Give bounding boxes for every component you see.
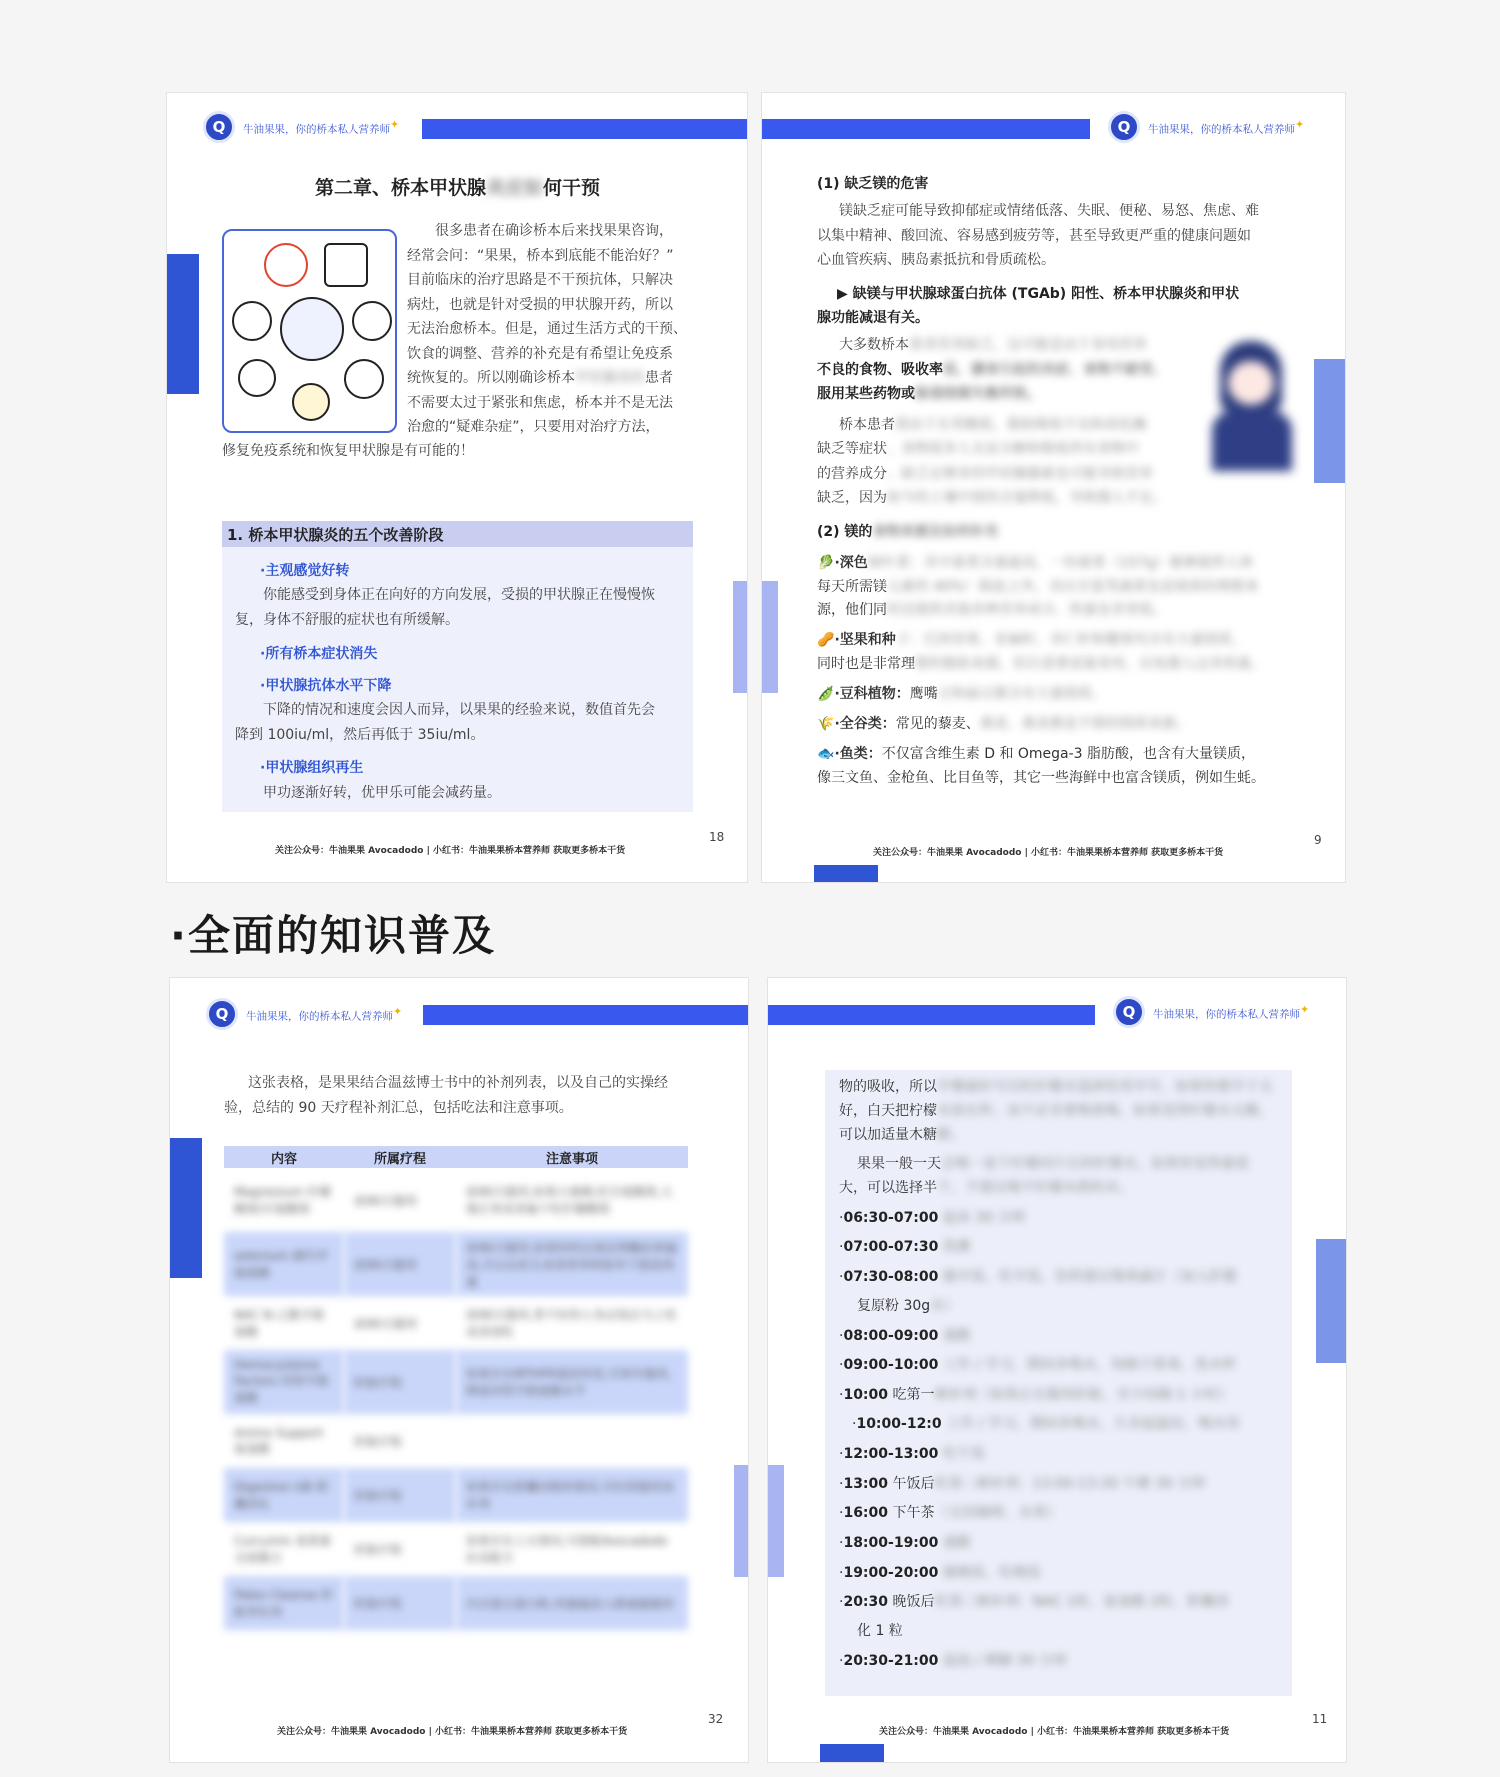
- brand-logo-icon: Q: [1113, 996, 1145, 1028]
- right-accent-bar: [733, 581, 748, 693]
- brand-tagline: 牛油果果，你的桥本私人营养师✦: [1148, 117, 1305, 136]
- vegetable-icon: 🥬: [817, 555, 835, 571]
- right-accent-bar: [1316, 1239, 1347, 1363]
- schedule-item: ·08:00-09:00 通勤: [839, 1328, 971, 1344]
- table-row: Magnesium 柠檬酸镁/甘氨酸镁 前90天服用 前90天服用,如果大便稀,吃甘氨酸镁,大便正常或者偏干吃柠檬酸镁: [234, 1185, 673, 1216]
- key-point: ▶ 缺镁与甲状腺球蛋白抗体 (TGAb) 阳性、桥本甲状腺炎和甲状: [837, 286, 1240, 302]
- page-footer: 关注公众号：牛油果果 Avocadodo | 小红书：牛油果果桥本营养师 获取更多桥本干货: [277, 1727, 628, 1737]
- schedule-item: ·10:00 吃第一顿补剂（如果正在服用肝脏，至少间隔 1 小时）: [839, 1387, 1233, 1403]
- schedule-item: ·07:00-07:30 洗漱: [839, 1239, 971, 1255]
- right-accent-bar: [734, 1465, 749, 1577]
- section-heading: (1) 缺乏镁的危害: [817, 176, 929, 192]
- sad-face-icon: [280, 297, 344, 361]
- table-row: Curcumin 姜黄素全部螯合 肝脏疗程 如果存在上火情况,可搭配Avocadodo抗炎配方: [234, 1534, 668, 1565]
- brand-logo-icon: Q: [1108, 111, 1140, 143]
- food-item: 🌾·全谷类：常见的藜麦、燕麦、燕麦都是不错的镁质来源。: [817, 716, 1190, 732]
- fish-icon: 🐟: [817, 746, 835, 762]
- food-item: 🫛·豆科植物：鹰嘴豆和扁豆都含有大量镁质。: [817, 686, 1106, 702]
- brand-logo: [1113, 996, 1309, 1028]
- left-accent-bar: [762, 581, 778, 693]
- column-header: 所属疗程: [344, 1146, 456, 1168]
- brand-tagline: 牛油果果，你的桥本私人营养师✦: [243, 117, 400, 136]
- stage-title: ·甲状腺抗体水平下降: [260, 678, 392, 694]
- column-header: 注意事项: [456, 1146, 688, 1168]
- bottom-accent-bar: [814, 865, 878, 883]
- table-row: Homocysteine Factors 同型半胱氨酸 肝脏疗程 如果存在MTHFR基因突变,可常年服用,降低同型半胱氨酸水平: [224, 1350, 688, 1414]
- schedule-item: ·06:30-07:00 起床 30 分钟: [839, 1210, 1026, 1226]
- brand-logo: [206, 998, 402, 1030]
- table-row: Digestion GB 胆囊消化 肝脏疗程 如果存在胆囊切除的情况,可经常服用该补剂: [224, 1468, 688, 1522]
- table-row: Paleo Cleanse 肝脏净化剂 肝脏疗程 内含蛋豆蛋白粉,用量偏高人群减量服用: [224, 1576, 688, 1630]
- stages-header: 1. 桥本甲状腺炎的五个改善阶段: [222, 521, 693, 547]
- brain-icon: [344, 359, 384, 399]
- food-item-cont: 每天所需镁元素的 40%！除此之外，羽衣甘蓝等蔬菜也是镁质的理想来: [817, 579, 1259, 595]
- moon-sleep-icon: [292, 383, 330, 421]
- brand-logo: [203, 111, 399, 143]
- key-point-cont: 腺功能减退有关。: [817, 310, 929, 326]
- grain-icon: 🌾: [817, 716, 835, 732]
- lemon-water-text: 物的吸收，所以早餐最好可以吃柠檬水选择饮用早早，如果你想早于太: [839, 1079, 1273, 1095]
- stage-desc: 甲功逐渐好转，优甲乐可能会减药量。: [263, 785, 501, 801]
- schedule-item: ·19:00-20:00 做晚饭、吃晚饭: [839, 1565, 1041, 1581]
- page-footer: 关注公众号：牛油果果 Avocadodo | 小红书：牛油果果桥本营养师 获取更多桥本干货: [275, 846, 626, 856]
- no-food-icon: [264, 243, 308, 287]
- intro-paragraph: 很多患者在确诊桥本后来找果果咨询， 经常会问：“果果，桥本到底能不能治好？” 目前临床的治疗思路是不干预抗体，只解决 病灶，也就是针对受损的甲状腺开药，所以 无法治愈桥本。但是，通过生活方式的干预、 饮食的调整、营养的补充是有希望让免疫系 统恢复的。所以刚确诊桥本甲状腺炎的患者 不需要太过于紧张和焦虑，桥本并不是无法 治愈的“疑难杂症”，只要用对治疗方法，: [407, 223, 687, 435]
- left-accent-bar: [768, 1465, 784, 1577]
- schedule-item: ·13:00 午饭后吃第二顿补剂：13:00-13:30 午睡 30 分钟: [839, 1476, 1206, 1492]
- brand-logo: [1108, 111, 1304, 143]
- schedule-item: ·10:00-12:0 工作 / 学习，期间多喝水，久坐起猛站，喝水用: [852, 1416, 1240, 1432]
- section-title: ·全面的知识普及: [170, 911, 496, 960]
- stage-desc: 下降的情况和速度会因人而异，以果果的经验来说，数值首先会 降到 100iu/ml，然后再低于 35iu/ml。: [235, 702, 655, 743]
- worried-face-icon: [232, 301, 272, 341]
- schedule-item: ·09:00-10:00 工作 / 学习，期间多喝水，每隔于排毒、洗水杯: [839, 1357, 1237, 1373]
- stage-desc: 你能感受到身体正在向好的方向发展，受损的甲状腺正在慢慢恢 复，身体不舒服的症状也有所缓解。: [235, 587, 655, 628]
- table-row: selenium 硒代甲硫氨酸 前90天服用 前90天服用,如果你的过氧化物酶抗体偏高,可以在医生或者营养师指导下提高剂量: [224, 1232, 688, 1296]
- medicine-icon: [324, 243, 368, 287]
- crying-face-icon: [352, 301, 392, 341]
- table-row: NAC N-乙酰半胱氨酸 前90天服用 前90天服用,胃不好的人务必饭后马上吃或者别吃: [234, 1308, 678, 1339]
- stage-title: ·所有桥本症状消失: [260, 646, 378, 662]
- schedule-item: ·07:30-08:00 做早饭、吃早饭，饮料建议喝果蔬汁（加入肝健: [839, 1269, 1237, 1285]
- food-item-cont: 同时也是非常理想的脂肪来源，但注意要适量食用，以免摄入过多热量。: [817, 656, 1265, 672]
- brand-tagline: 牛油果果，你的桥本私人营养师✦: [1153, 1002, 1310, 1021]
- lemon-water-text: 果果一般一天会喝一壶个柠檬同片后的柠檬水，如果你觉得量很: [857, 1156, 1249, 1172]
- deficiency-paragraph: 镁缺乏症可能导致抑郁症或情绪低落、失眠、便秘、易怒、焦虑、难 以集中精神、酸回流、容易感到疲劳等，甚至导致更严重的健康问题如 心血管疾病、胰岛素抵抗和骨质疏松。: [817, 203, 1259, 268]
- table-row: Amino Support 氨基酸 肝脏疗程: [234, 1425, 403, 1456]
- page-footer: 关注公众号：牛油果果 Avocadodo | 小红书：牛油果果桥本营养师 获取更多桥本干货: [873, 848, 1224, 858]
- book-page-11: [767, 977, 1347, 1763]
- page-number: 9: [1314, 833, 1322, 847]
- girl-illustration: [1202, 341, 1298, 471]
- food-item: 🥬·深色绿叶菜：其中菠菜含量最高，一份菠菜（157g）能够提供人体: [817, 555, 1254, 571]
- lemon-water-text: 大，可以选择半个，不建议喝不柠檬水搭的水。: [839, 1180, 1133, 1196]
- header-bar: [762, 119, 1090, 139]
- nuts-icon: 🥜: [817, 632, 835, 648]
- page-footer: 关注公众号：牛油果果 Avocadodo | 小红书：牛油果果桥本营养师 获取更多桥本干货: [879, 1727, 1230, 1737]
- right-accent-bar: [1314, 359, 1346, 483]
- brand-logo-icon: Q: [203, 111, 235, 143]
- supplement-table: [224, 1146, 688, 1630]
- food-item-cont: 源，他们同时还提供其他多种营养成分、热量也非常低。: [817, 602, 1167, 618]
- chapter-title: 第二章、桥本甲状腺炎应如何干预: [315, 177, 601, 199]
- schedule-item: ·12:00-13:00 吃午饭: [839, 1446, 985, 1462]
- book-page-32: [169, 977, 749, 1763]
- section-heading: (2) 镁的食物来源及如何补充: [817, 524, 999, 540]
- schedule-item: 复原粉 30g水）: [857, 1298, 959, 1314]
- header-bar: [768, 1005, 1095, 1025]
- book-page-18: [166, 92, 748, 883]
- lemon-water-text: 好，白天把柠檬水放在杯，而不必非要喝着喝，如果觉得柠檬水太酸，: [839, 1103, 1273, 1119]
- intro-conclusion: 修复免疫系统和恢复甲状腺是有可能的！: [222, 443, 474, 459]
- food-item: 🐟·鱼类：不仅富含维生素 D 和 Omega-3 脂肪酸，也含有大量镁质，: [817, 746, 1256, 762]
- stage-title: ·甲状腺组织再生: [260, 760, 364, 776]
- book-page-9: [761, 92, 1346, 883]
- lemon-water-text: 可以加适量木糖醇。: [839, 1127, 965, 1143]
- page-number: 32: [708, 1712, 724, 1726]
- column-header: 内容: [224, 1146, 344, 1168]
- left-accent-bar: [170, 1138, 202, 1278]
- schedule-item: ·18:00-19:00 通勤: [839, 1535, 971, 1551]
- table-intro: 这张表格，是果果结合温兹博士书中的补剂列表，以及自己的实操经 验，总结的 90 天疗程补剂汇总，包括吃法和注意事项。: [224, 1075, 668, 1116]
- absorption-paragraph: 大多数桥本患者营养缺乏，这可能是由于食用营养 不良的食物、吸收率低、膳食引起的炎症、食物不耐受、 服用某些药物或肠道细菌失衡所致。 桥本患者镁由于在胃酸低、脂肪吸收不良和消化酶 缺乏等症状，食物很多人无法分解和吸收所有食物中 的营养成分。缺乏足够多的甲状腺激素也可能导致营养 缺乏，因为如今的土壤中镁的含量降低，导致摄入不足。: [817, 337, 1167, 506]
- header-bar: [423, 1005, 749, 1025]
- brand-logo-icon: Q: [206, 998, 238, 1030]
- page-number: 18: [709, 830, 725, 844]
- bottom-accent-bar: [820, 1744, 884, 1763]
- brand-tagline: 牛油果果，你的桥本私人营养师✦: [246, 1004, 403, 1023]
- stage-title: ·主观感觉好转: [260, 563, 350, 579]
- header-bar: [422, 119, 748, 139]
- legume-icon: 🫛: [817, 686, 835, 702]
- food-item-cont: 像三文鱼、金枪鱼、比目鱼等，其它一些海鲜中也富含镁质，例如生蚝。: [817, 770, 1265, 786]
- stress-illustration: [222, 229, 397, 433]
- food-item: 🥜·坚果和种子：巴西坚果、亚麻籽、杏仁籽和腰果均含有大量镁质，: [817, 632, 1246, 648]
- clock-icon: [238, 359, 276, 397]
- schedule-item: ·20:30 晚饭后吃第三顿补剂：NAC 1粒、氨基酸 2粒、胆囊消: [839, 1594, 1229, 1610]
- left-accent-bar: [167, 254, 199, 394]
- schedule-item: ·20:30-21:00 温泡 / 晒脚 30 分钟: [839, 1653, 1068, 1669]
- schedule-item: 化 1 粒: [857, 1623, 903, 1639]
- schedule-item: ·16:00 下午茶（无因咖啡、水果）: [839, 1505, 1061, 1521]
- page-number: 11: [1312, 1712, 1328, 1726]
